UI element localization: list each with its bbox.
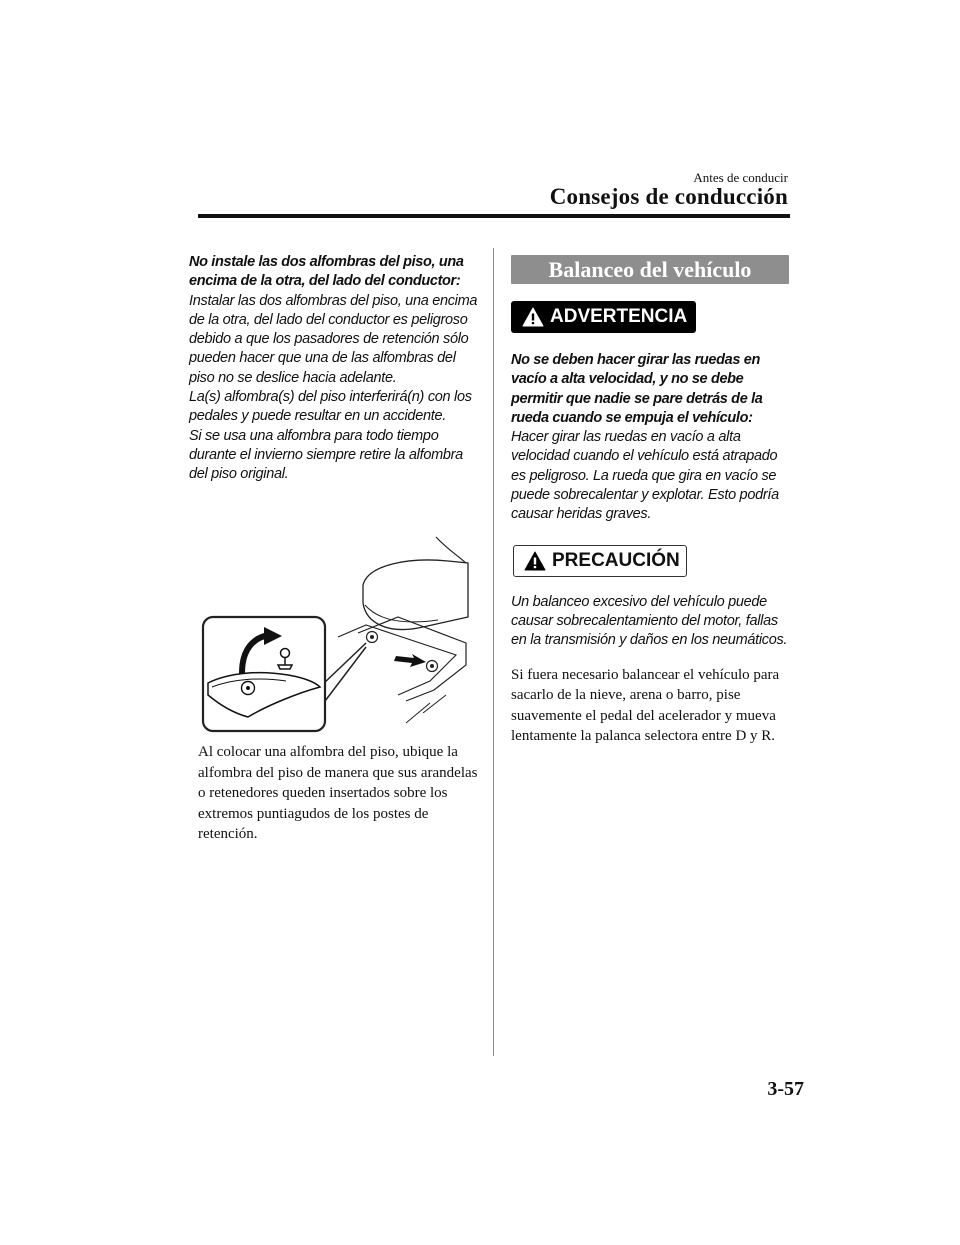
warning-triangle-icon (522, 307, 544, 327)
section-heading-bar (511, 255, 789, 284)
column-divider (493, 248, 494, 1056)
advertencia-paragraph: Hacer girar las ruedas en vacío a alta velocidad cuando el vehículo está atrapado es peligroso. La rueda que gira en vacío se puede sobrecalentar y explotar. Esto podría causar heridas graves. (511, 429, 779, 523)
floor-mat-warning-paragraph: Si se usa una alfombra para todo tiempo durante el invierno siempre retire la alfombra del piso original. (189, 427, 463, 483)
caution-triangle-icon (524, 551, 546, 571)
post-top (281, 649, 290, 658)
forward-arrow-icon (394, 654, 426, 667)
precaucion-paragraph: Un balanceo excesivo del vehículo puede causar sobrecalentamiento del motor, fallas en la transmisión y daños en los neumáticos. (511, 593, 788, 649)
advertencia-block (511, 301, 791, 333)
section-title: Consejos de conducción (549, 184, 788, 209)
mat-grommet-hole (246, 686, 250, 690)
chapter-label: Antes de conducir (693, 170, 788, 185)
advertencia-label (511, 301, 696, 333)
left-column (189, 253, 479, 485)
floor-mat-warning-heading: No instale las dos alfombras del piso, una encima de la otra, del lado del conductor: (189, 254, 464, 290)
floor-mat-caption: Al colocar una alfombra del piso, ubique la alfombra del piso de manera que sus arandelas o retenedores queden insertados sobre los extremos puntiagudos de los postes de retención. (198, 744, 478, 842)
precaucion-label (513, 545, 687, 577)
page-number: 3-57 (767, 1078, 804, 1100)
retention-post-center (370, 635, 374, 639)
retention-post-center (430, 664, 434, 668)
header-rule (198, 214, 790, 218)
seat-cushion (363, 560, 468, 630)
floor-mat-illustration (198, 525, 470, 737)
advertencia-text: ADVERTENCIA (550, 306, 688, 327)
floor-mat-warning-paragraph: Instalar las dos alfombras del piso, una encima de la otra, del lado del conductor es peligroso debido a que los pasadores de retención sólo pueden hacer que una de las alfombras del piso no se deslice hacia adelante. (189, 292, 478, 386)
advertencia-heading: No se deben hacer girar las ruedas en vacío a alta velocidad, y no se debe permitir que nadie se pare detrás de la rueda cuando se empuja el vehículo: (511, 352, 763, 426)
precaucion-text: PRECAUCIÓN (552, 549, 680, 571)
section-heading: Balanceo del vehículo (548, 256, 752, 282)
rocking-instructions: Si fuera necesario balancear el vehículo para sacarlo de la nieve, arena o barro, pise suavemente el pedal del acelerador y mueva lentamente la palanca selectora entre D y R. (511, 666, 780, 745)
floor-mat-warning-paragraph: La(s) alfombra(s) del piso interferirá(n) con los pedales y puede resultar en un accidente. (189, 389, 472, 425)
right-column (511, 255, 791, 747)
callout-lines (322, 643, 366, 705)
precaucion-block (513, 545, 791, 577)
